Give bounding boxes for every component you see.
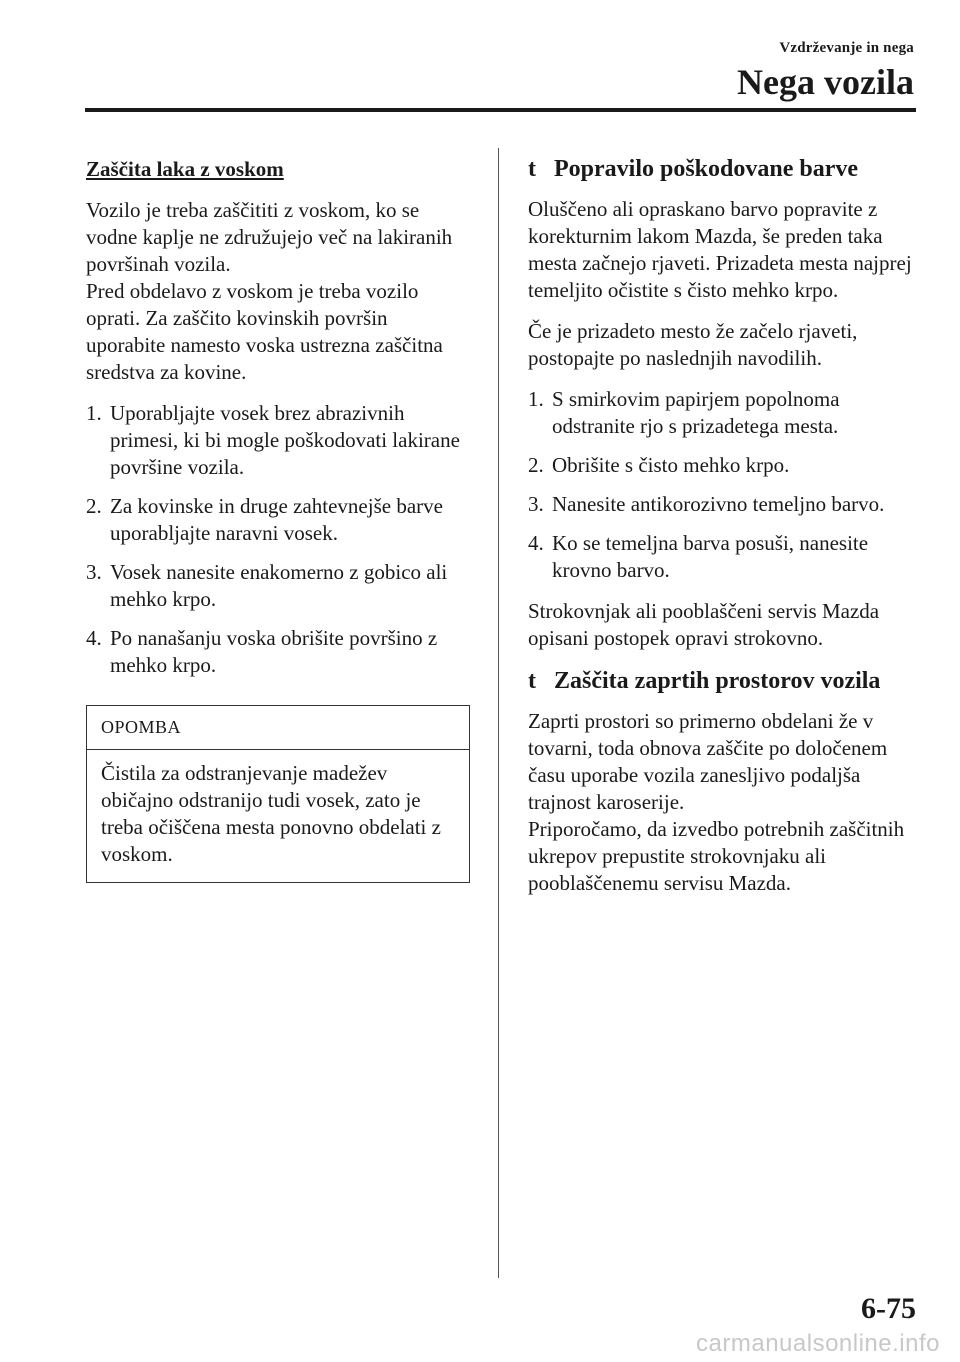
chapter-label: Vzdrževanje in nega bbox=[779, 40, 914, 56]
page-title: Nega vozila bbox=[737, 62, 914, 102]
intro-paragraph: Vozilo je treba zaščititi z voskom, ko se vodne kaplje ne združujejo več na lakiranih površinah vozila. bbox=[86, 198, 453, 276]
step-number: 4. bbox=[86, 626, 102, 650]
step-text: Za kovinske in druge zahtevnejše barve uporabljajte naravni vosek. bbox=[110, 494, 443, 545]
section-heading-cavity-protection bbox=[528, 666, 916, 696]
paragraph: Če je prizadeto mesto že začelo rjaveti, postopajte po naslednjih navodilih. bbox=[528, 319, 858, 370]
list-item bbox=[86, 559, 471, 613]
step-text: Ko se temeljna barva posuši, nanesite krovno barvo. bbox=[552, 531, 869, 582]
step-number: 3. bbox=[528, 492, 544, 516]
note-heading: OPOMBA bbox=[87, 706, 469, 750]
list-item bbox=[86, 400, 471, 481]
paragraph: Strokovnjak ali pooblaščeni servis Mazda opisani postopek opravi strokovno. bbox=[528, 599, 880, 650]
paragraph: Priporočamo, da izvedbo potrebnih zaščitnih ukrepov prepustite strokovnjaku ali pooblaščenemu servisu Mazda. bbox=[528, 817, 905, 895]
page-number: 6-75 bbox=[861, 1292, 916, 1325]
section-marker-icon: t bbox=[528, 668, 536, 694]
list-item bbox=[86, 493, 471, 547]
note-box bbox=[86, 705, 470, 883]
column-divider bbox=[498, 148, 499, 1278]
step-text: Vosek nanesite enakomerno z gobico ali mehko krpo. bbox=[110, 560, 448, 611]
step-text: Obrišite s čisto mehko krpo. bbox=[552, 453, 790, 477]
list-item bbox=[528, 386, 916, 440]
step-text: Uporabljajte vosek brez abrazivnih primesi, ki bi mogle poškodovati lakirane površine vozila. bbox=[110, 401, 460, 479]
step-number: 1. bbox=[86, 401, 102, 425]
step-number: 1. bbox=[528, 387, 544, 411]
section-title: Popravilo poškodovane barve bbox=[554, 156, 859, 182]
header-rule bbox=[85, 108, 916, 112]
section-heading-paint-repair bbox=[528, 154, 916, 184]
section-title: Zaščita zaprtih prostorov vozila bbox=[554, 668, 881, 694]
paragraph: Oluščeno ali opraskano barvo popravite z korekturnim lakom Mazda, še preden taka mesta začnejo rjaveti. Prizadeta mesta najprej temeljito očistite s čisto mehko krpo. bbox=[528, 197, 912, 302]
step-text: Po nanašanju voska obrišite površino z mehko krpo. bbox=[110, 626, 438, 677]
note-text: Čistila za odstranjevanje madežev običajno odstranijo tudi vosek, zato je treba očiščena mesta ponovno obdelati z voskom. bbox=[101, 761, 441, 866]
paint-repair-steps-list bbox=[528, 386, 916, 584]
watermark-text: carmanualsonline.info bbox=[696, 1330, 940, 1357]
left-column bbox=[86, 150, 471, 883]
list-item bbox=[528, 530, 916, 584]
right-column bbox=[528, 150, 916, 911]
list-item bbox=[86, 625, 471, 679]
section-marker-icon: t bbox=[528, 156, 536, 182]
step-number: 3. bbox=[86, 560, 102, 584]
step-number: 4. bbox=[528, 531, 544, 555]
wax-steps-list bbox=[86, 400, 471, 679]
step-number: 2. bbox=[86, 494, 102, 518]
paragraph: Zaprti prostori so primerno obdelani že v tovarni, toda obnova zaščite po določenem času uporabe vozila zanesljivo podaljša trajnost karoserije. bbox=[528, 709, 888, 814]
step-text: Nanesite antikorozivno temeljno barvo. bbox=[552, 492, 885, 516]
list-item bbox=[528, 452, 916, 479]
intro-paragraph: Pred obdelavo z voskom je treba vozilo oprati. Za zaščito kovinskih površin uporabite namesto voska ustrezna zaščitna sredstva za kovine. bbox=[86, 279, 443, 384]
wax-protection-title: Zaščita laka z voskom bbox=[86, 157, 284, 181]
list-item bbox=[528, 491, 916, 518]
step-number: 2. bbox=[528, 453, 544, 477]
step-text: S smirkovim papirjem popolnoma odstranite rjo s prizadetega mesta. bbox=[552, 387, 840, 438]
